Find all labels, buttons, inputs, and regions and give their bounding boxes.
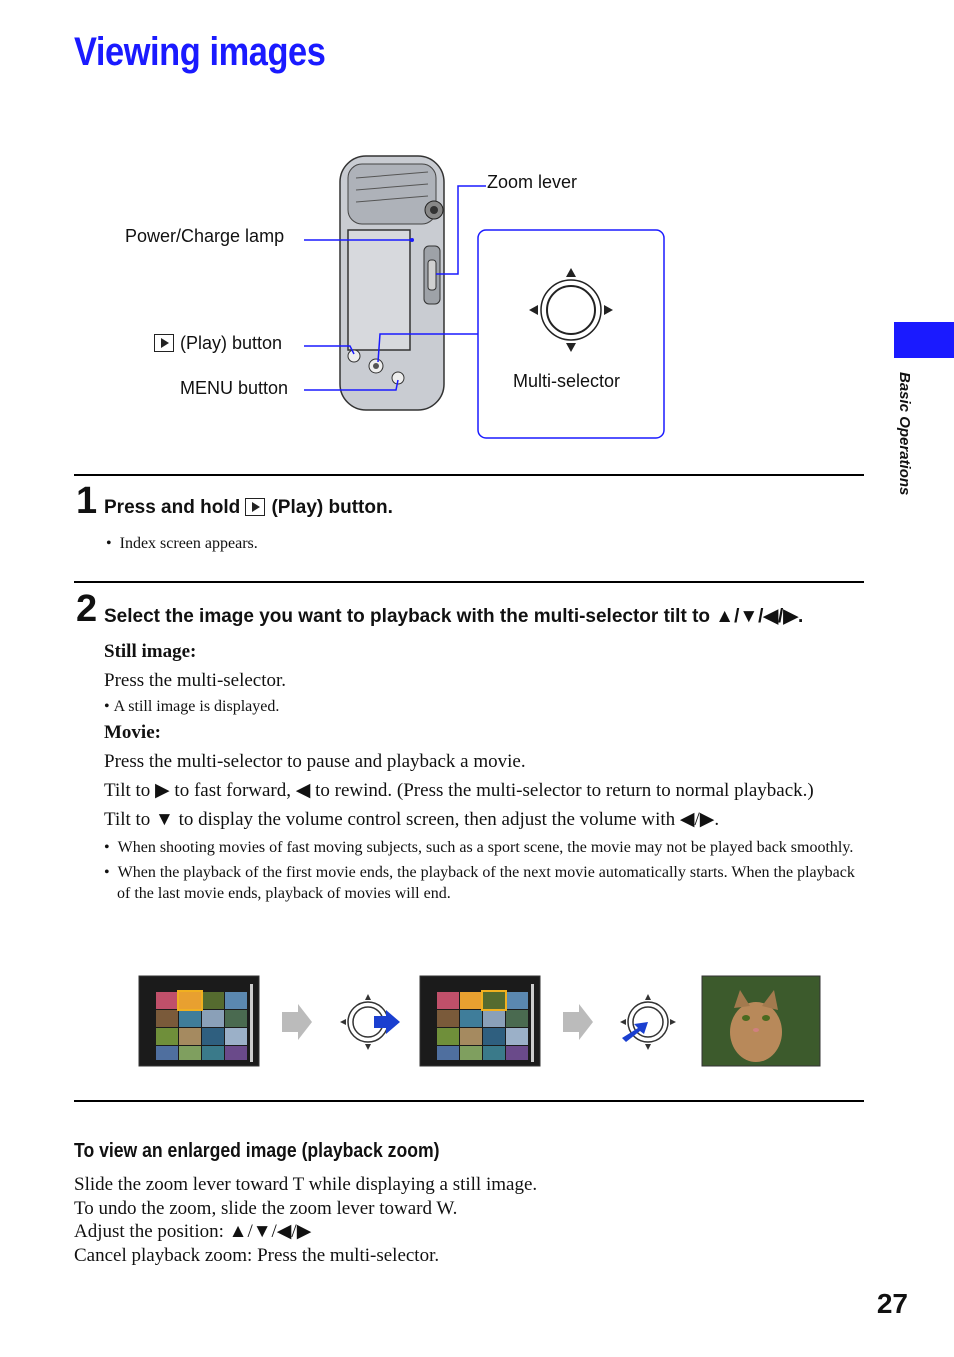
multi-selector-label: Multi-selector — [513, 371, 621, 391]
movie-text-3: Tilt to ▼ to display the volume control screen, then adjust the volume with ◀/▶. — [104, 809, 720, 830]
step1-heading: Press and hold (Play) button. — [104, 497, 393, 518]
movie-label: Movie: — [104, 722, 161, 743]
still-image-label: Still image: — [104, 641, 197, 662]
divider — [74, 1100, 864, 1102]
menu-button-label: MENU button — [180, 378, 289, 398]
movie-bullet-2: • When the playback of the first movie ends, the playback of the next movie automatically starts. When the playback of the last movie ends, playback of movies will end. — [104, 864, 855, 902]
page-title: Viewing images — [74, 30, 326, 74]
zoom-line-2: To undo the zoom, slide the zoom lever toward W. — [74, 1197, 458, 1219]
power-lamp-label: Power/Charge lamp — [125, 226, 285, 246]
zoom-section-body — [74, 1173, 537, 1267]
play-button-label: (Play) button — [154, 333, 282, 354]
section-tab-label: Basic Operations — [896, 372, 913, 496]
camera-diagram — [300, 150, 680, 450]
page-number: 27 — [876, 1288, 908, 1319]
still-image-text: Press the multi-selector. — [104, 670, 287, 691]
divider — [74, 581, 864, 583]
zoom-lever-label: Zoom lever — [487, 172, 578, 192]
still-image-bullet: • A still image is displayed. — [104, 698, 280, 715]
step-number: 2 — [76, 588, 98, 630]
zoom-line-1: Slide the zoom lever toward T while displaying a still image. — [74, 1174, 538, 1195]
step2-body — [104, 638, 864, 904]
right-arrow-icon — [563, 1004, 593, 1040]
play-icon — [245, 498, 265, 516]
camera-illustration — [340, 156, 444, 410]
step1-bullet: • Index screen appears. — [106, 535, 258, 552]
playback-sequence-illustration — [138, 974, 822, 1070]
index-screen-thumbnail — [139, 976, 259, 1066]
movie-text-2: Tilt to ▶ to fast forward, ◀ to rewind. (Press the multi-selector to return to normal playback.) — [104, 780, 814, 801]
zoom-line-3: Adjust the position: ▲/▼/◀/▶ — [74, 1221, 312, 1242]
multi-selector-right-icon — [340, 994, 400, 1050]
step2-heading: Select the image you want to playback with the multi-selector tilt to ▲/▼/◀/▶. — [104, 606, 804, 627]
section-tab-marker — [894, 322, 954, 358]
multi-selector-press-icon — [620, 994, 676, 1050]
divider — [74, 474, 864, 476]
movie-text-1: Press the multi-selector to pause and playback a movie. — [104, 751, 526, 772]
movie-bullet-1: • When shooting movies of fast moving subjects, such as a sport scene, the movie may not be played back smoothly. — [104, 839, 854, 856]
zoom-line-4: Cancel playback zoom: Press the multi-selector. — [74, 1244, 440, 1266]
play-icon — [154, 334, 174, 352]
index-screen-thumbnail — [420, 976, 540, 1066]
zoom-section-heading: To view an enlarged image (playback zoom) — [74, 1140, 440, 1162]
right-arrow-icon — [282, 1004, 312, 1040]
step-number: 1 — [76, 480, 98, 522]
still-image-thumbnail — [702, 976, 820, 1066]
